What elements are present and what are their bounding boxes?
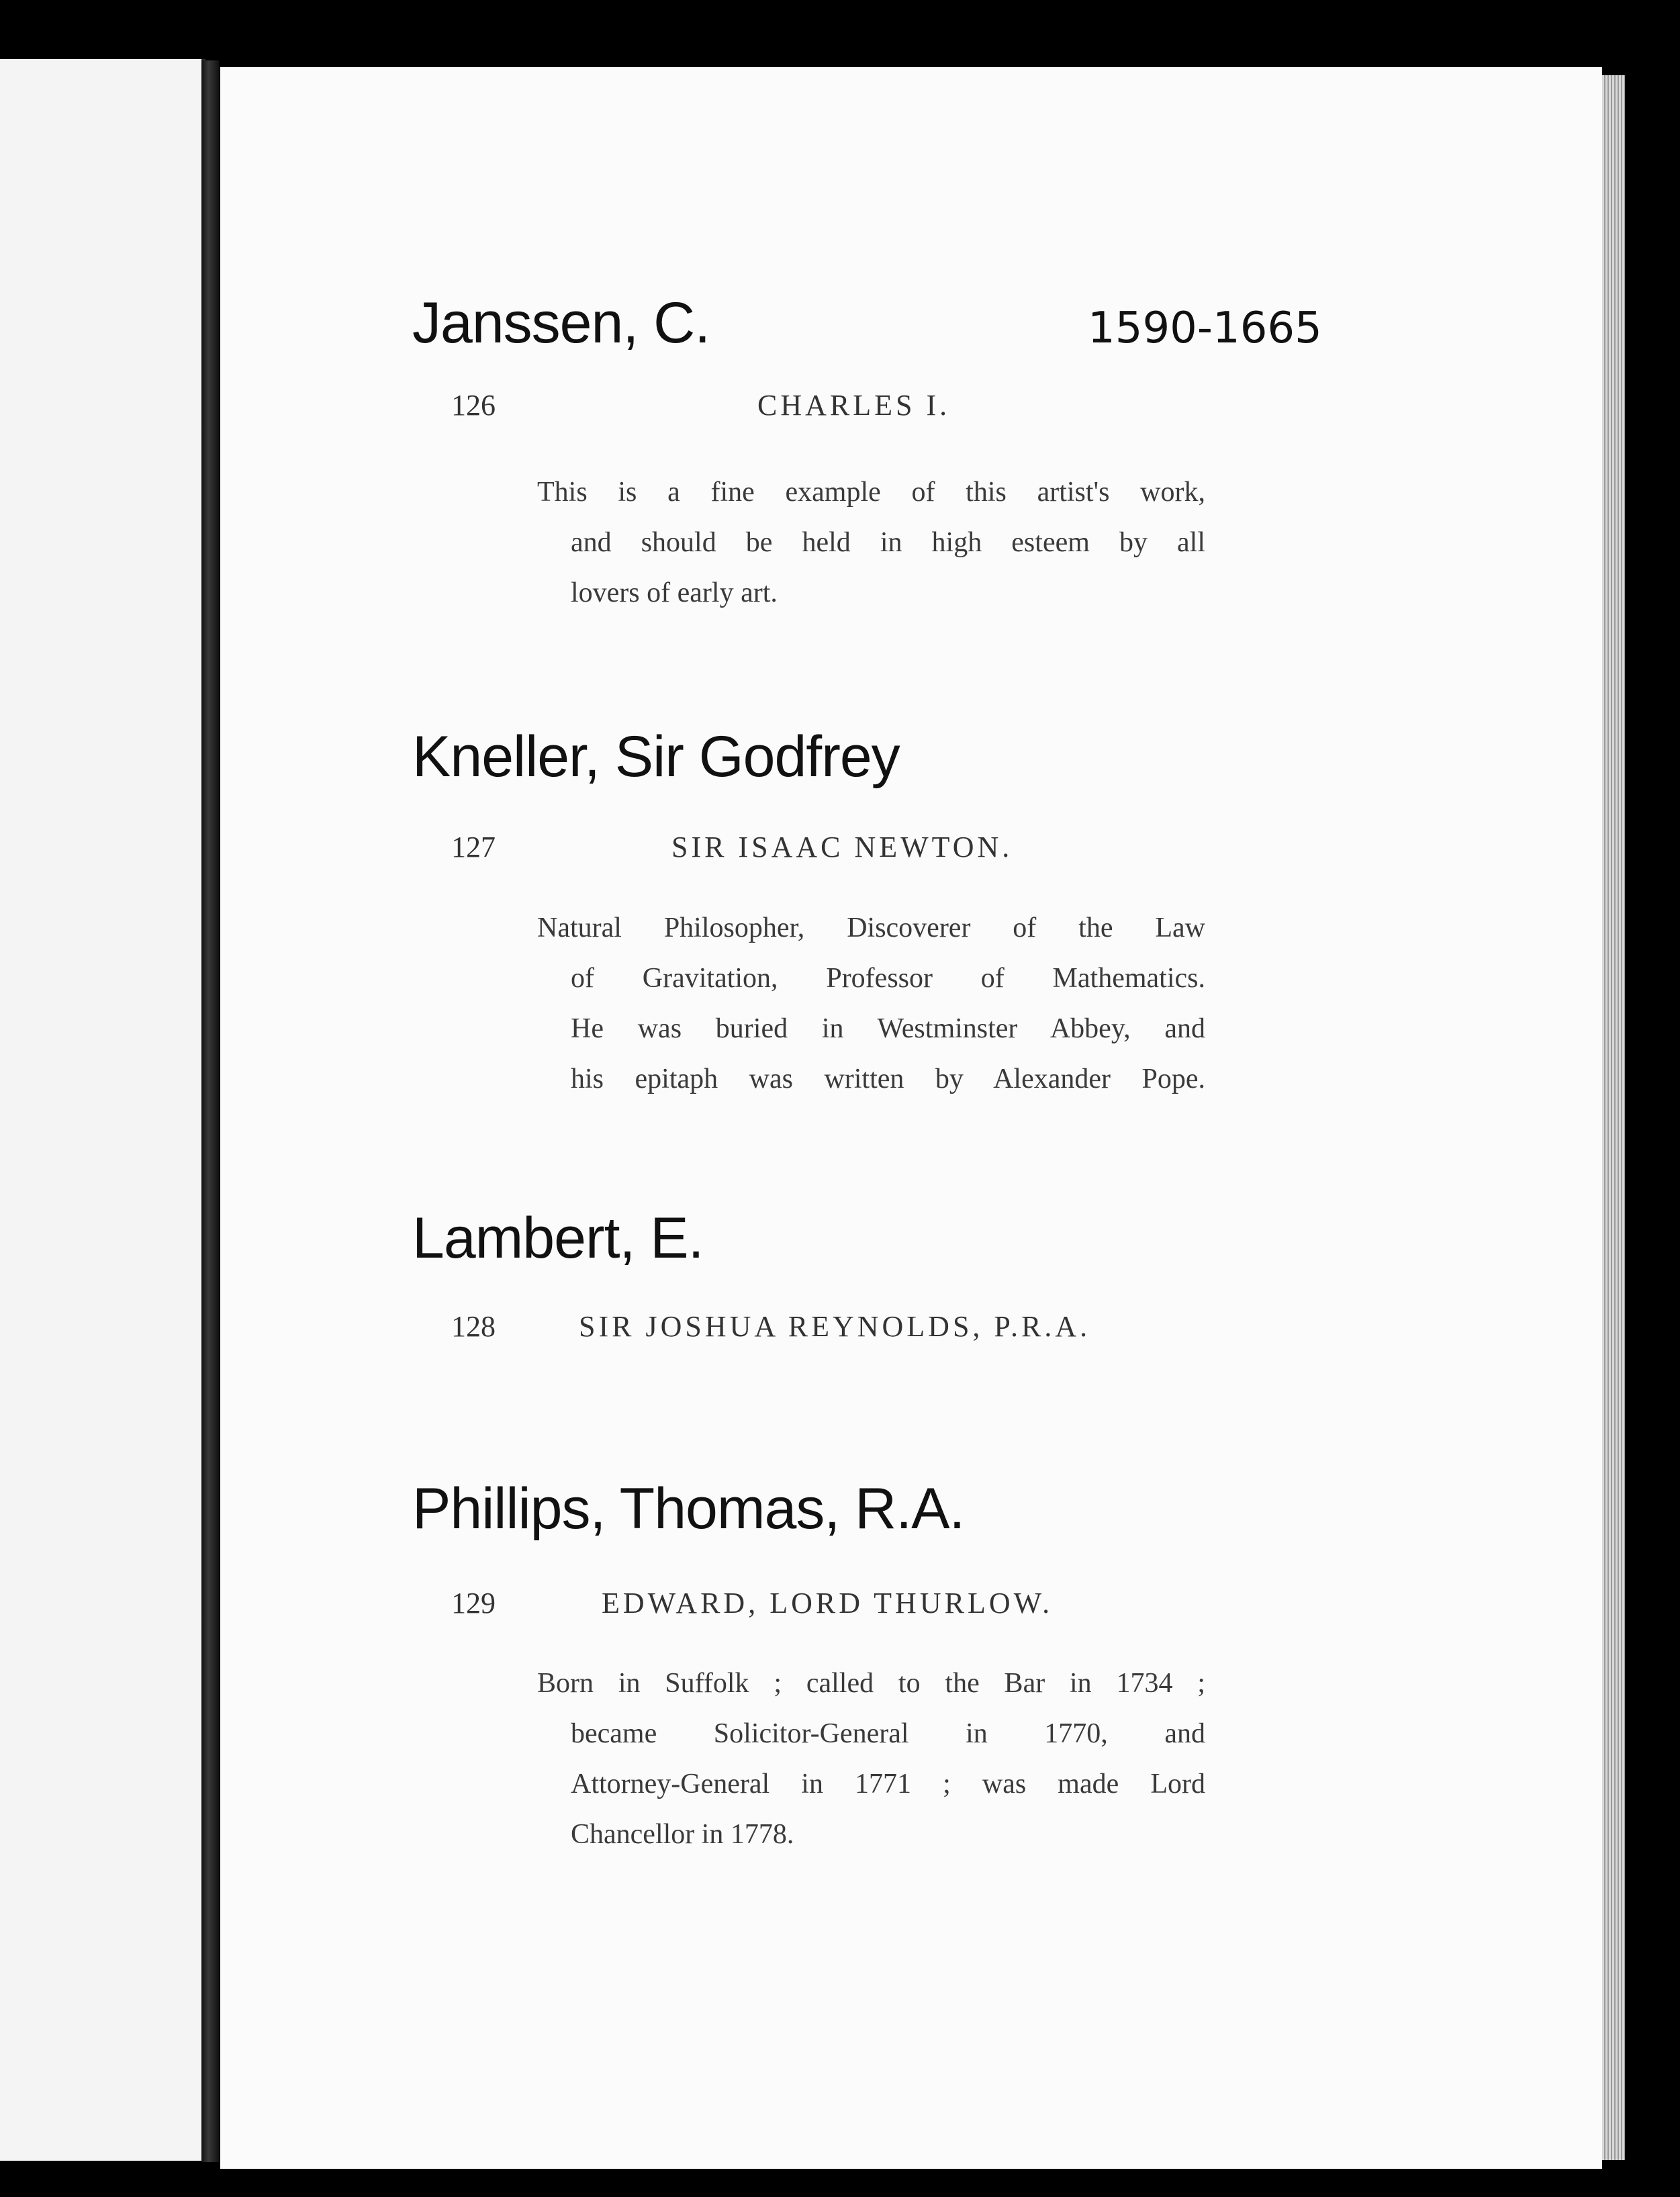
description-line: This is a fine example of this artist's work, [537, 477, 1205, 508]
left-page-edge [0, 59, 205, 2161]
description-line: Chancellor in 1778. [571, 1819, 794, 1850]
painting-title: CHARLES I. [757, 389, 951, 422]
lot-number: 126 [451, 389, 496, 422]
description-line: Born in Suffolk ; called to the Bar in 1734 ; [537, 1668, 1205, 1699]
lot-number: 127 [451, 831, 496, 863]
description-line: lovers of early art. [571, 577, 778, 608]
painting-description [537, 467, 1205, 618]
book-spine [201, 60, 219, 2162]
painting-description [537, 903, 1205, 1105]
description-line: became Solicitor-General in 1770, and [571, 1718, 1205, 1749]
page-stack-edge [1602, 75, 1625, 2160]
painting-title: SIR JOSHUA REYNOLDS, P.R.A. [579, 1310, 1091, 1343]
description-line: and should be held in high esteem by all [571, 527, 1205, 558]
painting-title: EDWARD, LORD THURLOW. [602, 1587, 1054, 1620]
description-line: He was buried in Westminster Abbey, and [571, 1013, 1205, 1044]
lot-number: 128 [451, 1310, 496, 1343]
description-line: Attorney-General in 1771 ; was made Lord [571, 1769, 1205, 1799]
artist-name-phillips: Phillips, Thomas, R.A. [412, 1477, 965, 1541]
painting-title: SIR ISAAC NEWTON. [671, 831, 1013, 863]
lot-number: 129 [451, 1587, 496, 1620]
artist-name-lambert: Lambert, E. [412, 1206, 704, 1270]
description-line: of Gravitation, Professor of Mathematics. [571, 963, 1205, 994]
painting-description [537, 1658, 1205, 1860]
description-line: Natural Philosopher, Discoverer of the Law [537, 913, 1205, 943]
artist-name-kneller: Kneller, Sir Godfrey [412, 724, 900, 789]
artist-name-janssen: Janssen, C. [412, 291, 710, 355]
description-line: his epitaph was written by Alexander Pope. [571, 1064, 1205, 1094]
artist-dates: 1590-1665 [1088, 303, 1322, 353]
